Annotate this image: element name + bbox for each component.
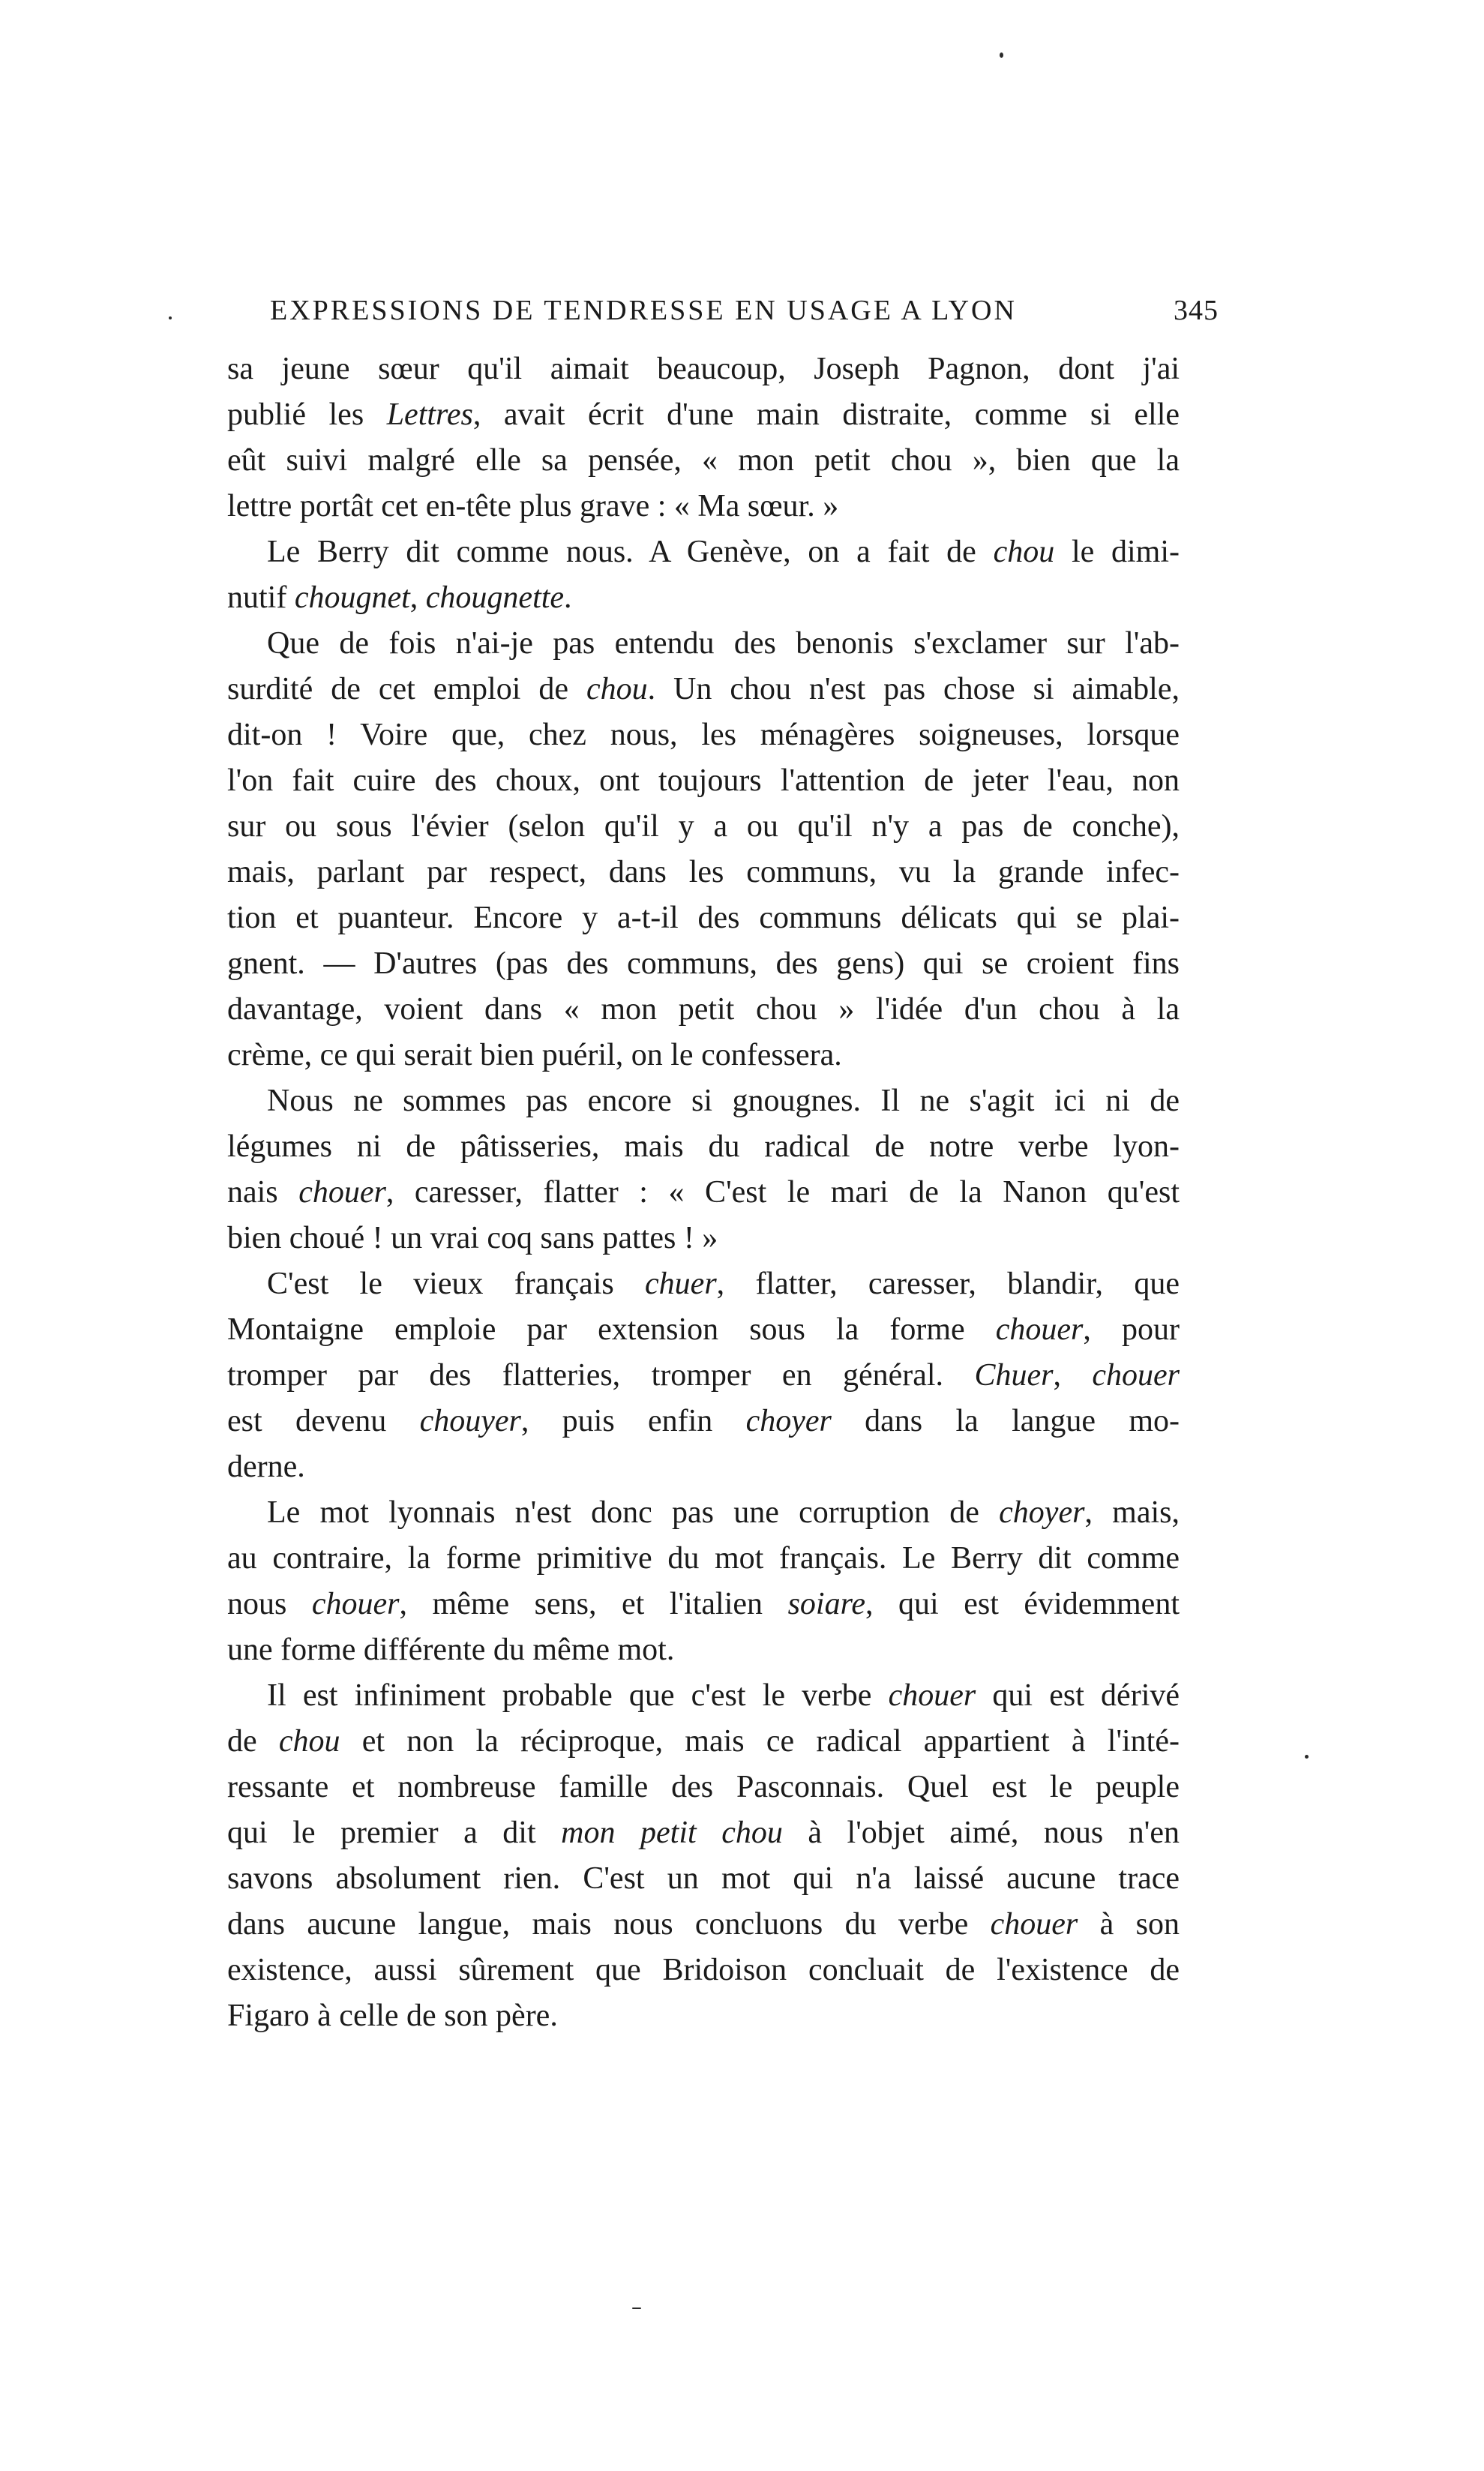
text-line: nutif chougnet, chougnette. bbox=[227, 580, 572, 615]
text-line: existence, aussi sûrement que Bridoison concluait de l'existence de bbox=[227, 1953, 1180, 1987]
text-line: crème, ce qui serait bien puéril, on le confessera. bbox=[227, 1038, 842, 1072]
text-line: Figaro à celle de son père. bbox=[227, 1999, 558, 2033]
text-line: savons absolument rien. C'est un mot qui n'a laissé aucune trace bbox=[227, 1861, 1180, 1896]
text-line: de chou et non la réciproque, mais ce radical appartient à l'inté- bbox=[227, 1724, 1180, 1759]
text-line: surdité de cet emploi de chou. Un chou n'est pas chose si aimable, bbox=[227, 672, 1180, 706]
text-line: C'est le vieux français chuer, flatter, caresser, blandir, que bbox=[267, 1267, 1180, 1301]
text-line: sur ou sous l'évier (selon qu'il y a ou qu'il n'y a pas de conche), bbox=[227, 809, 1180, 844]
text-line: tromper par des flatteries, tromper en général. Chuer, chouer bbox=[227, 1358, 1180, 1393]
paragraph bbox=[227, 529, 1180, 621]
text-line: ressante et nombreuse famille des Pasconnais. Quel est le peuple bbox=[227, 1770, 1180, 1804]
text-line: davantage, voient dans « mon petit chou » l'idée d'un chou à la bbox=[227, 992, 1180, 1027]
text-line: dans aucune langue, mais nous concluons du verbe chouer à son bbox=[227, 1907, 1180, 1942]
scan-speck bbox=[632, 2308, 641, 2309]
page-number: 345 bbox=[1174, 295, 1219, 326]
text-line: dit-on ! Voire que, chez nous, les ménagères soigneuses, lorsque bbox=[227, 718, 1180, 752]
paragraph bbox=[227, 346, 1180, 529]
text-line: publié les Lettres, avait écrit d'une main distraite, comme si elle bbox=[227, 397, 1180, 432]
text-line: gnent. — D'autres (pas des communs, des gens) qui se croient fins bbox=[227, 946, 1180, 981]
text-line: une forme différente du même mot. bbox=[227, 1633, 675, 1667]
text-line: Que de fois n'ai-je pas entendu des benonis s'exclamer sur l'ab- bbox=[267, 626, 1180, 661]
scan-speck bbox=[1000, 52, 1003, 58]
paragraph bbox=[227, 1078, 1180, 1261]
paragraph bbox=[227, 1261, 1180, 1490]
body-text bbox=[227, 346, 1180, 2039]
text-line: tion et puanteur. Encore y a-t-il des communs délicats qui se plai- bbox=[227, 901, 1180, 935]
paragraph bbox=[227, 621, 1180, 1078]
text-line: Le Berry dit comme nous. A Genève, on a fait de chou le dimi- bbox=[267, 535, 1180, 569]
running-head bbox=[270, 294, 1219, 339]
text-line: sa jeune sœur qu'il aimait beaucoup, Joseph Pagnon, dont j'ai bbox=[227, 352, 1180, 386]
text-line: Le mot lyonnais n'est donc pas une corruption de choyer, mais, bbox=[267, 1495, 1180, 1530]
paragraph bbox=[227, 1490, 1180, 1673]
text-line: au contraire, la forme primitive du mot français. Le Berry dit comme bbox=[227, 1541, 1180, 1576]
paragraph bbox=[227, 1673, 1180, 2039]
text-line: Nous ne sommes pas encore si gnougnes. Il ne s'agit ici ni de bbox=[267, 1084, 1180, 1118]
text-line: bien choué ! un vrai coq sans pattes ! » bbox=[227, 1221, 718, 1255]
scan-speck bbox=[169, 316, 172, 319]
text-line: Montaigne emploie par extension sous la forme chouer, pour bbox=[227, 1312, 1180, 1347]
text-line: derne. bbox=[227, 1450, 305, 1484]
text-line: qui le premier a dit mon petit chou à l'objet aimé, nous n'en bbox=[227, 1816, 1180, 1850]
text-line: Il est infiniment probable que c'est le verbe chouer qui est dérivé bbox=[267, 1678, 1180, 1713]
text-line: est devenu chouyer, puis enfin choyer dans la langue mo- bbox=[227, 1404, 1180, 1438]
scan-speck bbox=[1305, 1755, 1309, 1759]
text-line: lettre portât cet en-tête plus grave : « Ma sœur. » bbox=[227, 489, 839, 523]
running-title: EXPRESSIONS DE TENDRESSE EN USAGE A LYON bbox=[270, 295, 1017, 326]
text-line: mais, parlant par respect, dans les communs, vu la grande infec- bbox=[227, 855, 1180, 889]
text-line: nous chouer, même sens, et l'italien soiare, qui est évidemment bbox=[227, 1587, 1180, 1621]
text-line: eût suivi malgré elle sa pensée, « mon petit chou », bien que la bbox=[227, 443, 1180, 478]
text-line: l'on fait cuire des choux, ont toujours l'attention de jeter l'eau, non bbox=[227, 763, 1180, 798]
text-line: nais chouer, caresser, flatter : « C'est le mari de la Nanon qu'est bbox=[227, 1175, 1180, 1210]
text-line: légumes ni de pâtisseries, mais du radical de notre verbe lyon- bbox=[227, 1129, 1180, 1164]
